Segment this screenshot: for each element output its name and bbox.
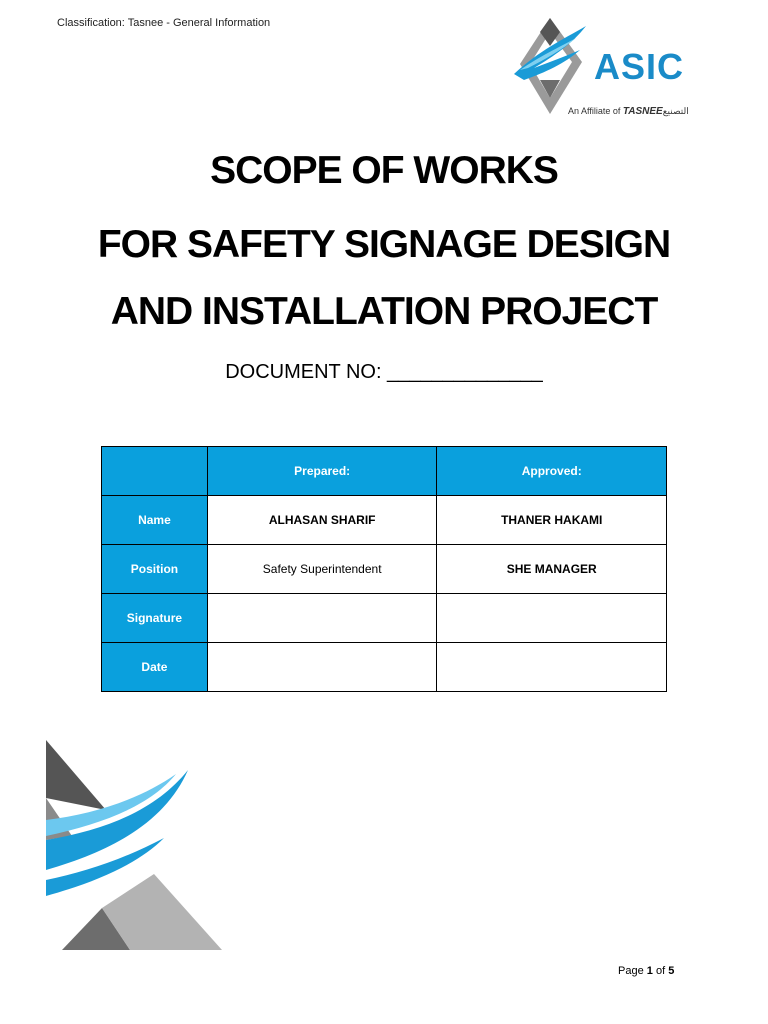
- approval-table: [101, 446, 667, 692]
- asic-logo-text: ASIC: [594, 46, 685, 87]
- row-label-date: Date: [102, 643, 208, 692]
- row-label-signature: Signature: [102, 594, 208, 643]
- table-header-blank: [102, 447, 208, 496]
- row-label-name: Name: [102, 496, 208, 545]
- affiliate-prefix: An Affiliate of: [568, 106, 621, 116]
- wing-decoration-icon: [46, 740, 246, 952]
- table-row: [102, 643, 667, 692]
- prepared-date: [207, 643, 437, 692]
- affiliate-brand: TASNEE: [622, 106, 663, 117]
- page-word: Page: [618, 965, 644, 977]
- table-row: [102, 496, 667, 545]
- row-label-position: Position: [102, 545, 208, 594]
- page-total: 5: [668, 965, 675, 977]
- table-row: [102, 545, 667, 594]
- title-line-2: FOR SAFETY SIGNAGE DESIGN: [97, 223, 671, 266]
- classification-label: Classification: Tasnee - General Information: [57, 17, 271, 29]
- approved-position: SHE MANAGER: [437, 545, 667, 594]
- asic-logo: [510, 10, 700, 122]
- page-number: [618, 965, 674, 977]
- table-header-row: [102, 447, 667, 496]
- approved-date: [437, 643, 667, 692]
- page-current: 1: [646, 965, 653, 977]
- prepared-name: ALHASAN SHARIF: [207, 496, 437, 545]
- prepared-position: Safety Superintendent: [207, 545, 437, 594]
- document-number: DOCUMENT NO: ______________: [225, 361, 543, 383]
- title-line-1: SCOPE OF WORKS: [210, 149, 558, 192]
- affiliate-arabic: التصنيع: [662, 106, 689, 116]
- prepared-signature: [207, 594, 437, 643]
- affiliate-line: [568, 106, 689, 117]
- title-line-3: AND INSTALLATION PROJECT: [110, 290, 658, 333]
- approved-signature: [437, 594, 667, 643]
- page-of: of: [655, 965, 666, 977]
- table-row: [102, 594, 667, 643]
- table-header-prepared: Prepared:: [207, 447, 437, 496]
- wing-graphic: [46, 740, 246, 952]
- approved-name: THANER HAKAMI: [437, 496, 667, 545]
- table-header-approved: Approved:: [437, 447, 667, 496]
